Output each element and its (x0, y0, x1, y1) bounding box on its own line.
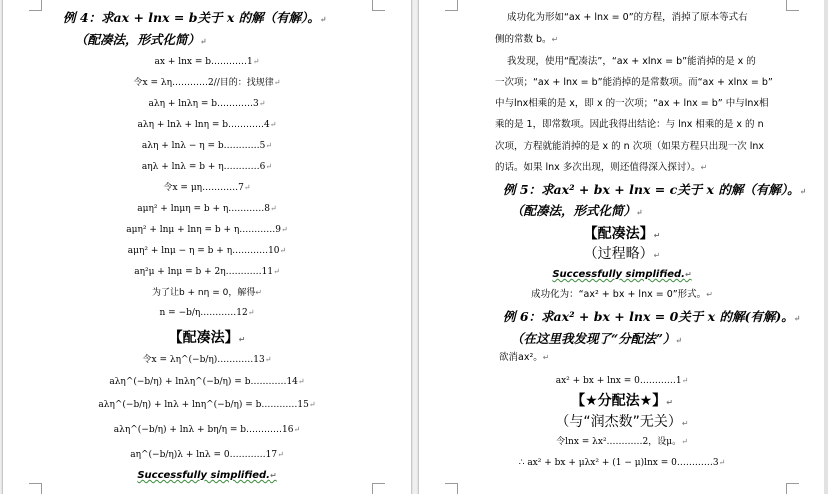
equation-line: aλη^(−b/η) + lnλ + lnη^(−b/η) = b…………15↵ (98, 400, 316, 410)
equation-line: aμη² + lnμ − η = b + η…………10↵ (127, 246, 287, 256)
paragraph-line: 乘的是 1，即常数项。因此我得出结论：与 lnx 相乘的是 x 的 n (495, 119, 764, 130)
equation-line: aλη^(−b/η) + lnλη^(−b/η) = b…………14↵ (109, 377, 305, 387)
paragraph-line: 中与lnx相乘的是 x，即 x 的一次项；“ax + lnx = b” 中与lnx相 (495, 98, 769, 109)
paragraph-line: 成功化为形如“ax + lnx = 0”的方程，消掉了原本等式右 (507, 12, 748, 23)
method-subheading: （配凑法，形式化简）↵ (75, 32, 207, 47)
equation-line: aλη^(−b/η) + lnλ + bη/η = b…………16↵ (113, 425, 301, 435)
left-document-page (2, 0, 412, 494)
example-4-heading: 例 4：求ax + lnx = b关于 x 的解（有解）。↵ (63, 10, 327, 25)
equation-line: aλη + lnλ + lnη = b…………4↵ (137, 120, 277, 130)
success-note: Successfully simplified.↵ (552, 269, 692, 280)
equation-line: ax² + bx + lnx = 0…………1↵ (555, 376, 689, 386)
eliminate-line: 欲消ax²。↵ (499, 352, 550, 363)
paragraph-line: 侧的常数 b。↵ (495, 34, 559, 45)
equation-line: aμη² + lnμ + lnη = b + η…………9↵ (126, 225, 288, 235)
crop-mark-bottom-right (786, 483, 799, 494)
crop-mark-bottom-left (29, 483, 42, 494)
equation-line: aη^(−b/η)λ + lnλ = 0…………17↵ (130, 450, 284, 460)
equation-line: aη²μ + lnμ = b + 2η…………11↵ (134, 267, 280, 277)
equation-line: aμη² + lnμη = b + η…………8↵ (137, 204, 277, 214)
example-5-heading: 例 5：求ax² + bx + lnx = c关于 x 的解（有解）。↵ (503, 182, 807, 197)
equation-line: 令x = λη^(−b/η)…………13↵ (142, 355, 272, 365)
equation-line: n = −b/η…………12↵ (159, 308, 255, 318)
method-title: 【配凑法】↵ (168, 330, 246, 346)
equation-line: ax + lnx = b…………1↵ (154, 57, 260, 67)
right-document-page (418, 0, 826, 494)
paragraph-line: 一次项；“ax + lnx = b”能消掉的是常数项。而“ax + xlnx = b” (495, 77, 773, 88)
equation-line: 为了让b + nη = 0，解得↵ (151, 288, 263, 298)
unrelated-note: （与“润杰数”无关）↵ (555, 414, 689, 430)
paragraph-line: 的话。如果 lnx 多次出现，则还值得深入探讨）。↵ (495, 162, 708, 173)
crop-mark-top-left (29, 0, 42, 11)
process-omitted-note: （过程略）↵ (583, 246, 661, 262)
paragraph-line: 我发现，使用“配凑法”，“ax + xlnx = b”能消掉的是 x 的 (507, 56, 756, 67)
distribution-method-title: 【★分配法★】↵ (571, 393, 673, 409)
found-subheading: （在这里我发现了“分配法”）↵ (511, 331, 683, 346)
method-title: 【配凑法】↵ (583, 226, 661, 242)
paragraph-line: 次项，方程就能消掉的是 x 的 n 次项（如果方程只出现一次 lnx (495, 141, 765, 152)
equation-line: aλη + lnλη = b…………3↵ (148, 99, 266, 109)
method-subheading: （配凑法，形式化简）↵ (511, 203, 643, 218)
equation-line: 令x = λη…………2//目的：找规律↵ (133, 78, 281, 88)
equation-line: aλη + lnλ − η = b…………5↵ (141, 141, 273, 151)
example-6-heading: 例 6：求ax² + bx + lnx = 0关于 x 的解(有解)。↵ (503, 309, 801, 324)
crop-mark-top-right (372, 0, 385, 11)
vertical-scrollbar[interactable] (824, 0, 828, 494)
equation-line: 令lnx = λx²…………2，设μ。↵ (556, 437, 688, 447)
crop-mark-top-left (445, 0, 458, 11)
crop-mark-bottom-left (445, 483, 458, 494)
crop-mark-bottom-right (372, 483, 385, 494)
equation-line: 令x = μη…………7↵ (163, 183, 251, 193)
crop-mark-top-right (786, 0, 799, 11)
equation-line: ∴ ax² + bx + μλx² + (1 − μ)lnx = 0…………3↵ (518, 458, 726, 468)
success-note: Successfully simplified.↵ (137, 470, 277, 481)
equation-line: aηλ + lnλ = b + η…………6↵ (141, 162, 273, 172)
result-line: 成功化为：“ax² + bx + lnx = 0”形式。↵ (531, 289, 713, 300)
